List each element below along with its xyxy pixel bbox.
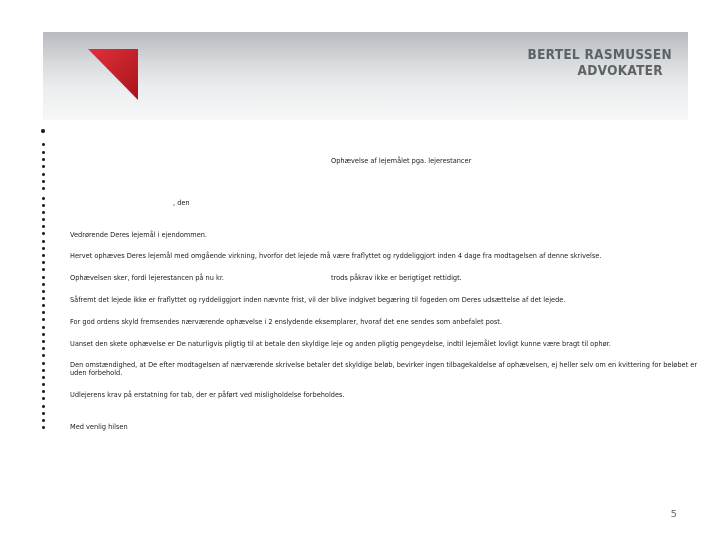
date-line: , den xyxy=(173,199,190,207)
bullet-dot xyxy=(42,311,45,314)
bullet-dot xyxy=(42,187,45,190)
bullet-dot xyxy=(42,218,45,221)
paragraph-copies: For god ordens skyld fremsendes nærværende ophævelse i 2 enslydende eksemplarer, hvoraf det ene sendes som anbefalet post. xyxy=(70,318,502,326)
bullet-dot xyxy=(42,347,45,350)
bullet-dot xyxy=(42,290,45,293)
bullet-dot xyxy=(42,354,45,357)
bullet-dot xyxy=(42,383,45,386)
bullet-dot xyxy=(42,143,45,146)
paragraph-payment-obligation: Uanset den skete ophævelse er De naturligvis pligtig til at betale den skyldige leje og anden pligtig pengeydelse, indtil lejemålet lovligt kunne være bragt til ophør. xyxy=(70,340,611,348)
bullet-dot xyxy=(42,318,45,321)
bullet-dot xyxy=(42,412,45,415)
bullet-dot xyxy=(42,240,45,243)
bullet-dot xyxy=(42,204,45,207)
paragraph-reason-b: trods påkrav ikke er berigtiget rettidigt. xyxy=(331,274,462,282)
closing-greeting: Med venlig hilsen xyxy=(70,423,128,431)
paragraph-termination: Hervet ophæves Deres lejemål med omgående virkning, hvorfor det lejede må være fraflyttet og ryddeliggjort inden 4 dage fra modtagelsen af denne skrivelse. xyxy=(70,252,602,260)
bullet-dot xyxy=(42,165,45,168)
bullet-dot xyxy=(42,225,45,228)
bullet-dot xyxy=(42,297,45,300)
firm-name: BERTEL RASMUSSEN xyxy=(527,47,672,63)
bullet-dot xyxy=(42,340,45,343)
bullet-dot xyxy=(42,326,45,329)
paragraph-no-revocation: Den omstændighed, at De efter modtagelsen af nærværende skrivelse betaler det skyldige beløb, bevirker ingen tilbagekaldelse af ophævelsen, ej heller selv om en kvittering for beløbet er uden forbehold. xyxy=(70,361,698,377)
bullet-dot xyxy=(42,333,45,336)
paragraph-compensation: Udlejerens krav på erstatning for tab, der er påført ved misligholdelse forbeholdes. xyxy=(70,391,345,399)
bullet-dot xyxy=(42,397,45,400)
bullet-dot xyxy=(42,151,45,154)
bullet-dot xyxy=(42,405,45,408)
bullet-dot xyxy=(42,197,45,200)
bullet-dot xyxy=(42,426,45,429)
bullet-dot xyxy=(42,247,45,250)
bullet-dot xyxy=(42,390,45,393)
bullet-dot xyxy=(42,369,45,372)
logo-triangle-icon xyxy=(88,49,156,101)
bullet-dot xyxy=(42,276,45,279)
bullet-dot xyxy=(42,158,45,161)
bullet-dot xyxy=(42,232,45,235)
paragraph-eviction: Såfremt det lejede ikke er fraflyttet og ryddeliggjort inden nævnte frist, vil der blive indgivet begæring til fogeden om Deres udsættelse af det lejede. xyxy=(70,296,566,304)
bullet-dot xyxy=(42,376,45,379)
firm-subtitle: ADVOKATER xyxy=(577,63,663,79)
bullet-dot xyxy=(42,211,45,214)
subject-line: Vedrørende Deres lejemål i ejendommen. xyxy=(70,231,208,239)
bullet-dot xyxy=(41,129,45,133)
bullet-dot xyxy=(42,173,45,176)
header-banner xyxy=(43,32,688,120)
bullet-dot xyxy=(42,180,45,183)
bullet-column xyxy=(42,129,54,439)
bullet-dot xyxy=(42,283,45,286)
bullet-dot xyxy=(42,254,45,257)
bullet-dot xyxy=(42,362,45,365)
bullet-dot xyxy=(42,304,45,307)
page-number: 5 xyxy=(670,509,677,520)
bullet-dot xyxy=(42,261,45,264)
paragraph-reason-a: Ophævelsen sker, fordi lejerestancen på nu kr. xyxy=(70,274,225,282)
letter-title: Ophævelse af lejemålet pga. lejerestancer xyxy=(331,157,472,165)
bullet-dot xyxy=(42,268,45,271)
bullet-dot xyxy=(42,419,45,422)
firm-logo-text xyxy=(528,47,672,79)
